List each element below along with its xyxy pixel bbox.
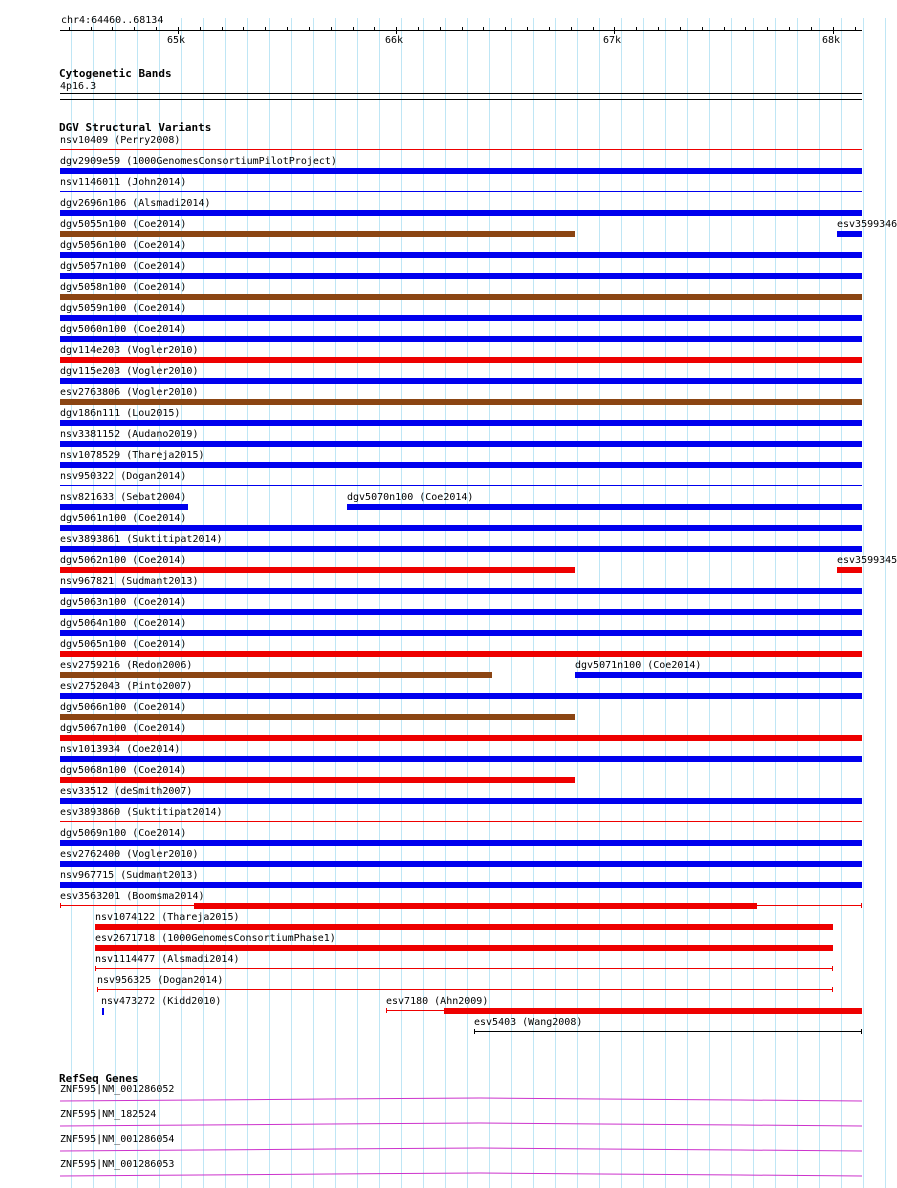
variant-bar[interactable]: [60, 210, 862, 216]
ruler-label: 68k: [822, 35, 841, 46]
variant-bar[interactable]: [60, 609, 862, 615]
ruler-tick: [745, 27, 746, 31]
variant-bar-end: [474, 1029, 475, 1034]
ruler-tick: [593, 27, 594, 31]
variant-bar[interactable]: [60, 882, 862, 888]
variant-label[interactable]: dgv186n111 (Lou2015): [60, 408, 181, 419]
variant-label[interactable]: esv2759216 (Redon2006): [60, 660, 193, 671]
variant-bar[interactable]: [60, 273, 862, 279]
variant-bar[interactable]: [60, 651, 862, 657]
variant-bar[interactable]: [60, 756, 862, 762]
variant-bar[interactable]: [60, 525, 862, 531]
ruler-tick: [527, 27, 528, 31]
variant-label[interactable]: nsv956325 (Dogan2014): [97, 975, 224, 986]
variant-label[interactable]: dgv5061n100 (Coe2014): [60, 513, 187, 524]
variant-label[interactable]: nsv967715 (Sudmant2013): [60, 870, 199, 881]
variant-label[interactable]: esv3893861 (Suktitipat2014): [60, 534, 223, 545]
ruler-tick: [309, 27, 310, 31]
variant-bar[interactable]: [60, 315, 862, 321]
variant-bar[interactable]: [60, 294, 862, 300]
variant-bar-end: [60, 903, 61, 908]
cytoband-band-top[interactable]: [60, 93, 862, 94]
ruler-tick: [767, 27, 768, 31]
variant-bar[interactable]: [575, 672, 862, 678]
variant-bar-end: [861, 903, 862, 908]
gridline: [291, 18, 292, 1188]
variant-label[interactable]: dgv2909e59 (1000GenomesConsortiumPilotProject): [60, 156, 337, 167]
variant-label[interactable]: nsv3381152 (Audano2019): [60, 429, 199, 440]
variant-label[interactable]: dgv2696n106 (Alsmadi2014): [60, 198, 211, 209]
ruler-tick: [91, 27, 92, 31]
variant-label[interactable]: dgv5060n100 (Coe2014): [60, 324, 187, 335]
ruler-tick: [243, 27, 244, 31]
cytoband-band-bottom: [60, 99, 862, 100]
variant-label[interactable]: nsv821633 (Sebat2004): [60, 492, 187, 503]
variant-label[interactable]: esv3563201 (Boomsma2014): [60, 891, 205, 902]
variant-bar[interactable]: [60, 567, 575, 573]
variant-label[interactable]: nsv1074122 (Thareja2015): [95, 912, 240, 923]
gridline: [203, 18, 204, 1188]
variant-label[interactable]: dgv5055n100 (Coe2014): [60, 219, 187, 230]
variant-label[interactable]: esv3893860 (Suktitipat2014): [60, 807, 223, 818]
variant-bar[interactable]: [60, 504, 188, 510]
ruler-tick: [440, 27, 441, 31]
variant-label[interactable]: nsv1013934 (Coe2014): [60, 744, 181, 755]
variant-label[interactable]: dgv114e203 (Vogler2010): [60, 345, 199, 356]
coordinate-readout: chr4:64460..68134: [61, 15, 164, 26]
ruler-tick: [418, 27, 419, 31]
variant-bar[interactable]: [60, 462, 862, 468]
gridline: [335, 18, 336, 1188]
ruler-tick: [200, 27, 201, 31]
ruler-tick: [287, 27, 288, 31]
variant-bar[interactable]: [60, 630, 862, 636]
gridline: [863, 18, 864, 1188]
variant-bar[interactable]: [60, 546, 862, 552]
gene-label[interactable]: ZNF595|NM_182524: [60, 1109, 157, 1120]
variant-bar-end: [861, 1029, 862, 1034]
variant-label[interactable]: esv2671718 (1000GenomesConsortiumPhase1): [95, 933, 336, 944]
variant-bar[interactable]: [60, 714, 575, 720]
ruler-tick: [505, 27, 506, 31]
gridline: [247, 18, 248, 1188]
variant-label[interactable]: nsv967821 (Sudmant2013): [60, 576, 199, 587]
ruler-major-tick: [396, 31, 397, 34]
variant-bar[interactable]: [60, 357, 862, 363]
variant-bar[interactable]: [60, 149, 862, 150]
variant-bar[interactable]: [60, 798, 862, 804]
variant-bar[interactable]: [60, 777, 575, 783]
ruler-tick: [331, 27, 332, 31]
ruler-label: 66k: [385, 35, 404, 46]
variant-label[interactable]: dgv5062n100 (Coe2014): [60, 555, 187, 566]
variant-label[interactable]: nsv1146011 (John2014): [60, 177, 187, 188]
ruler-tick: [724, 27, 725, 31]
variant-label[interactable]: esv33512 (deSmith2007): [60, 786, 193, 797]
variant-bar[interactable]: [60, 336, 862, 342]
variant-bar[interactable]: [60, 420, 862, 426]
variant-label[interactable]: esv2763806 (Vogler2010): [60, 387, 199, 398]
variant-label[interactable]: esv2752043 (Pinto2007): [60, 681, 193, 692]
ruler-major-tick: [614, 31, 615, 34]
variant-label[interactable]: dgv5059n100 (Coe2014): [60, 303, 187, 314]
variant-label[interactable]: esv2762400 (Vogler2010): [60, 849, 199, 860]
variant-label[interactable]: dgv5063n100 (Coe2014): [60, 597, 187, 608]
variant-bar[interactable]: [60, 168, 862, 174]
gene-label[interactable]: ZNF595|NM_001286052: [60, 1084, 175, 1095]
ruler-tick: [374, 27, 375, 31]
variant-label[interactable]: dgv5057n100 (Coe2014): [60, 261, 187, 272]
ruler-tick: [69, 27, 70, 31]
variant-bar[interactable]: [837, 567, 862, 573]
ruler-tick: [112, 27, 113, 31]
refseq-track-title: RefSeq Genes: [59, 1072, 139, 1085]
ruler-tick: [462, 27, 463, 31]
variant-label[interactable]: nsv950322 (Dogan2014): [60, 471, 187, 482]
ruler-tick: [855, 27, 856, 31]
ruler-axis: [60, 30, 862, 31]
variant-inner-bar[interactable]: [194, 903, 757, 909]
ruler-tick: [353, 27, 354, 31]
variant-bar[interactable]: [60, 672, 492, 678]
variant-bar-end: [97, 987, 98, 992]
gridline: [401, 18, 402, 1188]
gridline: [225, 18, 226, 1188]
variant-bar[interactable]: [60, 378, 862, 384]
ruler-tick: [156, 27, 157, 31]
variant-bar-end: [95, 966, 96, 971]
variant-bar[interactable]: [60, 588, 862, 594]
variant-label[interactable]: dgv5067n100 (Coe2014): [60, 723, 187, 734]
variant-bar-end: [386, 1008, 387, 1013]
variant-label[interactable]: nsv473272 (Kidd2010): [101, 996, 222, 1007]
ruler-tick: [658, 27, 659, 31]
variant-bar[interactable]: [95, 968, 833, 969]
variant-bar[interactable]: [95, 924, 833, 930]
variant-label[interactable]: dgv5069n100 (Coe2014): [60, 828, 187, 839]
variant-bar[interactable]: [347, 504, 862, 510]
variant-label[interactable]: dgv5071n100 (Coe2014): [575, 660, 702, 671]
ruler-tick: [265, 27, 266, 31]
variant-label[interactable]: dgv5058n100 (Coe2014): [60, 282, 187, 293]
ruler-tick: [680, 27, 681, 31]
variant-bar[interactable]: [102, 1008, 104, 1015]
variant-bar[interactable]: [60, 191, 862, 192]
variant-bar[interactable]: [60, 821, 862, 822]
variant-bar[interactable]: [60, 231, 575, 237]
gene-label[interactable]: ZNF595|NM_001286054: [60, 1134, 175, 1145]
variant-inner-bar[interactable]: [444, 1008, 862, 1014]
variant-bar-end: [832, 987, 833, 992]
variant-bar[interactable]: [60, 399, 862, 405]
variant-label[interactable]: nsv1078529 (Thareja2015): [60, 450, 205, 461]
variant-label[interactable]: dgv5065n100 (Coe2014): [60, 639, 187, 650]
dgv-track-title: DGV Structural Variants: [59, 121, 212, 134]
variant-label[interactable]: nsv10409 (Perry2008): [60, 135, 181, 146]
gridline: [379, 18, 380, 1188]
variant-label[interactable]: esv3599345: [837, 555, 897, 566]
ruler-tick: [636, 27, 637, 31]
variant-label[interactable]: dgv5066n100 (Coe2014): [60, 702, 187, 713]
variant-label[interactable]: dgv115e203 (Vogler2010): [60, 366, 199, 377]
gridline: [313, 18, 314, 1188]
variant-bar[interactable]: [60, 693, 862, 699]
variant-bar[interactable]: [60, 485, 862, 486]
variant-label[interactable]: esv3599346: [837, 219, 897, 230]
ruler-tick: [134, 27, 135, 31]
ruler-tick: [789, 27, 790, 31]
ruler-label: 65k: [167, 35, 186, 46]
cytoband-track-title: Cytogenetic Bands: [59, 67, 172, 80]
ruler-major-tick: [178, 31, 179, 34]
gridline: [423, 18, 424, 1188]
variant-bar[interactable]: [60, 735, 862, 741]
gridline: [885, 18, 886, 1188]
variant-bar[interactable]: [60, 441, 862, 447]
variant-label[interactable]: dgv5056n100 (Coe2014): [60, 240, 187, 251]
variant-bar[interactable]: [95, 945, 833, 951]
variant-label[interactable]: dgv5070n100 (Coe2014): [347, 492, 474, 503]
ruler-tick: [811, 27, 812, 31]
ruler-major-tick: [833, 31, 834, 34]
variant-bar[interactable]: [837, 231, 862, 237]
variant-bar[interactable]: [474, 1031, 862, 1032]
variant-bar-end: [832, 966, 833, 971]
variant-bar[interactable]: [60, 840, 862, 846]
gene-label[interactable]: ZNF595|NM_001286053: [60, 1159, 175, 1170]
variant-label[interactable]: esv5403 (Wang2008): [474, 1017, 583, 1028]
variant-label[interactable]: dgv5064n100 (Coe2014): [60, 618, 187, 629]
ruler-tick: [222, 27, 223, 31]
variant-label[interactable]: esv7180 (Ahn2009): [386, 996, 489, 1007]
ruler-label: 67k: [603, 35, 622, 46]
variant-label[interactable]: nsv1114477 (Alsmadi2014): [95, 954, 240, 965]
ruler-tick: [483, 27, 484, 31]
gridline: [269, 18, 270, 1188]
variant-bar[interactable]: [60, 861, 862, 867]
ruler-tick: [571, 27, 572, 31]
variant-bar[interactable]: [60, 252, 862, 258]
cytoband-label: 4p16.3: [60, 81, 97, 92]
gridline: [357, 18, 358, 1188]
variant-label[interactable]: dgv5068n100 (Coe2014): [60, 765, 187, 776]
ruler-tick: [702, 27, 703, 31]
variant-bar[interactable]: [97, 989, 833, 990]
ruler-tick: [549, 27, 550, 31]
